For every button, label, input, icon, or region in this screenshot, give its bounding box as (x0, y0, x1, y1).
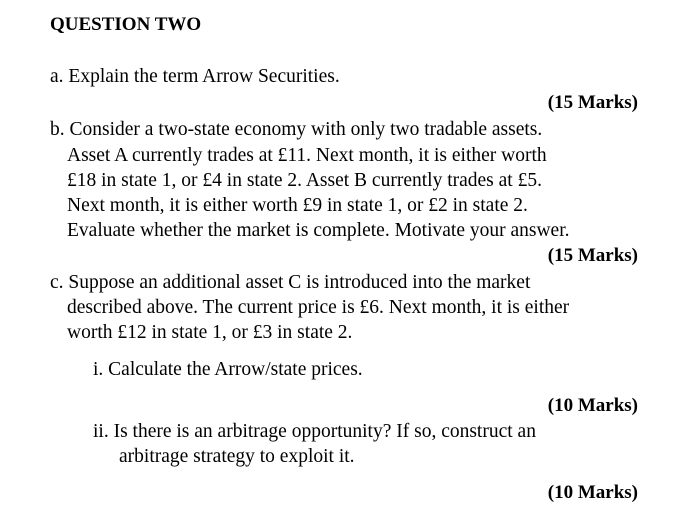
part-b-line-3: £18 in state 1, or £4 in state 2. Asset B currently trades at £5. (67, 170, 542, 191)
part-c-ii-line-1: ii. Is there is an arbitrage opportunity? If so, construct an (93, 421, 536, 442)
part-c-line-2: described above. The current price is £6. Next month, it is either (67, 297, 570, 318)
part-a-question: a. Explain the term Arrow Securities. (50, 66, 340, 87)
part-b-marks: (15 Marks) (547, 245, 638, 266)
part-c-i-question: i. Calculate the Arrow/state prices. (93, 359, 363, 380)
part-c-line-3: worth £12 in state 1, or £3 in state 2. (67, 322, 353, 343)
part-c-i-marks: (10 Marks) (547, 395, 638, 416)
part-b-line-2: Asset A currently trades at £11. Next month, it is either worth (67, 145, 547, 166)
question-heading: QUESTION TWO (50, 14, 202, 35)
part-c-ii-line-2: arbitrage strategy to exploit it. (119, 446, 355, 467)
part-b-line-5: Evaluate whether the market is complete. Motivate your answer. (67, 220, 570, 241)
part-b-line-1: b. Consider a two-state economy with only two tradable assets. (50, 119, 543, 140)
part-c-ii-marks: (10 Marks) (547, 482, 638, 503)
part-a-marks: (15 Marks) (547, 92, 638, 113)
part-b-line-4: Next month, it is either worth £9 in state 1, or £2 in state 2. (67, 195, 528, 216)
part-c-line-1: c. Suppose an additional asset C is introduced into the market (50, 272, 531, 293)
